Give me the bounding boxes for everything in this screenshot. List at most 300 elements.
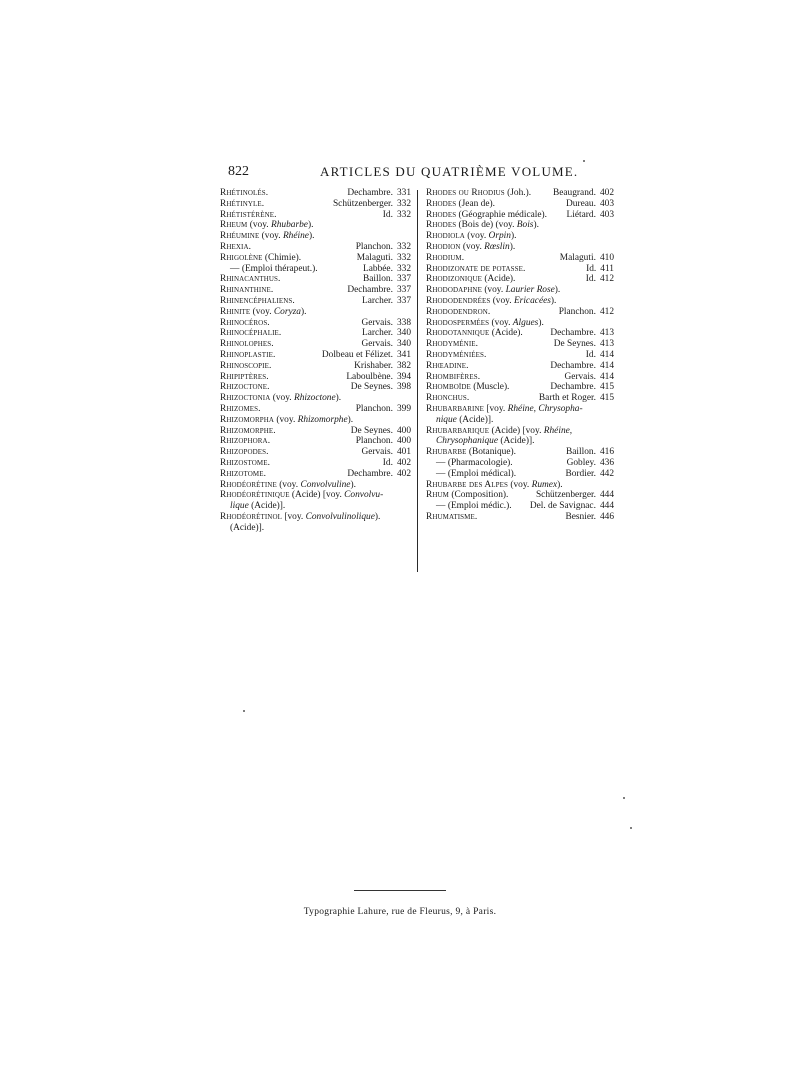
entry-qualifier: (voy. [508,479,532,490]
entry-qualifier: (Emploi médical). [445,468,517,479]
entry-page-number: 411 [600,263,614,274]
index-entry [426,220,614,231]
entry-page-number: 337 [396,285,411,296]
entry-heading [220,350,275,360]
entry-author: Id. [585,274,596,285]
entry-page-number: 401 [396,447,411,458]
entry-attribution [351,382,411,393]
entry-term: Rhizoctonia [220,393,271,404]
entry-attribution [354,361,411,372]
entry-heading [220,469,266,479]
entry-page-number: 400 [396,425,411,436]
page-header [228,164,579,182]
entry-author: Dechambre. [347,285,393,296]
index-entry [426,436,614,447]
entry-heading: Rheum (voy. Rhubarbe). [220,220,314,231]
entry-heading [426,264,525,274]
footer-rule [354,890,446,891]
entry-term: Rhodyméniées. [426,349,487,360]
entry-term: Rhinoplastie. [220,349,276,360]
cross-reference: Rhubarbe [270,220,308,231]
entry-term: Rhétinolés. [220,188,269,198]
index-entry [220,339,411,350]
entry-author: Malaguti. [559,252,596,263]
cross-reference: lique [230,501,249,512]
entry-term: Rhubarbe des Alpes [426,479,509,490]
entry-qualifier: (Composition). [449,490,509,501]
entry-author: Beaugrand. [552,188,596,198]
entry-heading: Rhizomorpha (voy. Rhizomorphe). [220,414,354,425]
entry-term: Rhubarbarique [426,425,490,436]
entry-heading [426,372,480,382]
entry-page-number: 337 [396,274,411,285]
entry-heading [426,490,508,500]
entry-author: Baillon. [362,274,393,285]
index-entry [220,372,411,383]
cross-reference: Rhizoctone [294,393,336,404]
entry-term: Rhodion [426,241,461,252]
entry-attribution [559,307,614,318]
entry-author: Schützenberger. [332,198,393,209]
entry-attribution [383,210,411,221]
entry-term: Rhodes [426,198,457,209]
entry-heading: Rhodéorétinol [voy. Convolvulinolique). [220,511,381,522]
entry-term: Rhizopodes. [220,447,269,458]
entry-attribution [539,393,614,404]
index-entry [426,480,614,491]
entry-qualifier: (voy. [481,285,506,296]
entry-attribution [362,328,411,339]
entry-heading: Rhéumine (voy. Rhéine). [220,231,315,242]
cross-reference: Laurier Rose [505,285,555,296]
cross-reference: Coryza [273,306,301,317]
entry-heading [426,307,490,317]
entry-attribution [361,339,411,350]
entry-heading [220,361,271,371]
entry-page-number: 436 [599,457,614,468]
cross-reference: nique [436,414,457,425]
printer-imprint: Typographie Lahure, rue de Fleurus, 9, à Paris. [303,907,497,917]
index-entry [220,318,411,329]
entry-term: Rhodéorétine [220,479,277,490]
entry-qualifier: (Acide)]. [248,501,286,512]
entry-heading [426,447,516,457]
entry-term: Rhubarbe [426,447,467,458]
entry-attribution [565,512,614,523]
entry-attribution [536,490,614,501]
entry-author: Id. [585,349,596,360]
entry-heading [426,274,515,284]
entry-qualifier: (Emploi médic.). [445,501,512,512]
entry-page-number: 413 [599,339,614,350]
entry-author: Dolbeau et Félizet. [321,349,393,360]
entry-term: Rhonchus. [426,393,470,404]
cross-reference: Algues [512,317,539,328]
entry-term: Rhétistérène. [220,209,277,220]
index-entry [220,458,411,469]
entry-author: Dechambre. [347,468,393,479]
entry-attribution [383,458,411,469]
index-entry [220,199,411,210]
entry-qualifier: (Bois de) (voy. [456,220,517,231]
entry-qualifier: (voy. [250,306,274,317]
entry-term: — [436,468,446,479]
index-entry [426,361,614,372]
entry-term: Rhizomes. [220,403,261,414]
index-entry [220,253,411,264]
entry-heading [220,242,251,252]
entry-page-number: 410 [599,252,614,263]
entry-page-number: 402 [396,468,411,479]
index-entry [220,512,411,523]
entry-heading [220,490,383,500]
entry-term: Rhodizonique [426,274,483,285]
entry-qualifier: (Acide)]. [456,414,494,425]
entry-heading [220,328,281,338]
entry-heading [426,199,495,209]
entry-heading [220,436,270,446]
cross-reference: Rhéine, [543,425,573,436]
entry-page-number: 444 [599,490,614,501]
entry-term: Rhododendrées [426,295,491,306]
cross-reference: Rhéine, Chrysopha- [507,403,583,414]
entry-author: Besnier. [565,511,596,522]
index-entry [220,328,411,339]
index-entry [220,480,411,491]
index-entry [220,469,411,480]
entry-term: Rhodizonate de potasse. [426,263,526,274]
entry-attribution [333,199,411,210]
entry-term: Rhinanthine. [220,285,274,296]
entry-author: Dechambre. [550,382,596,393]
index-entry [426,512,614,523]
entry-author: Schützenberger. [535,490,596,501]
index-entry [220,415,411,426]
index-entry [426,253,614,264]
entry-qualifier: (Pharmacologie). [445,457,513,468]
entry-heading [426,512,477,522]
entry-author: Malaguti. [356,252,393,263]
index-entry [220,490,411,501]
index-entry [220,447,411,458]
speck [243,710,245,712]
index-entry [220,264,411,275]
entry-author: Larcher. [361,328,393,339]
entry-qualifier: (Chimie). [262,252,302,263]
entry-author: Larcher. [361,295,393,306]
entry-term: Rhizomorphe. [220,425,276,436]
entry-term: Rhodes ou Rhodius [426,188,505,198]
entry-heading: Rhizoctonia (voy. Rhizoctone). [220,393,342,404]
entry-page-number: 332 [396,263,411,274]
entry-heading [426,253,464,263]
entry-page-number: 398 [396,382,411,393]
entry-heading [220,382,270,392]
index-entry [426,231,614,242]
entry-author: Id. [586,263,597,274]
entry-term: — [230,263,240,274]
entry-page-number: 340 [396,328,411,339]
entry-qualifier: (Joh.). [504,188,532,198]
entry-heading [220,447,269,457]
entry-term: Rhodotannique [426,328,490,339]
cross-reference: Ericacées [513,295,551,306]
entry-author: De Seynes. [350,382,393,393]
entry-term: Rhipiptères. [220,371,269,382]
entry-attribution [356,242,411,253]
entry-page-number: 332 [396,198,411,209]
entry-term: Rhizostome. [220,457,271,468]
entry-page-number: 332 [396,241,411,252]
index-entry [220,285,411,296]
entry-heading [426,393,469,403]
entry-heading [436,415,493,425]
index-entry [426,447,614,458]
entry-heading [220,372,269,382]
index-entry [426,339,614,350]
index-entry [220,350,411,361]
entry-term: Rhododendron. [426,306,491,317]
entry-author: Gervais. [361,317,393,328]
index-entry [220,361,411,372]
entry-attribution [550,328,614,339]
cross-reference: Chrysophanique [436,436,498,447]
speck [630,827,632,829]
entry-qualifier: [voy. [282,511,306,522]
index-entry [426,372,614,383]
entry-term: Rhombifères. [426,371,481,382]
entry-qualifier: (voy. [274,414,298,425]
entry-heading: Rhodéorétine (voy. Convolvuline). [220,479,356,490]
entry-heading [426,188,531,198]
entry-page-number: 332 [396,209,411,220]
entry-term: Rhodes [426,220,457,231]
entry-heading [220,274,280,284]
cross-reference: Orpin [488,231,511,242]
entry-term: Rhigolène [220,252,263,263]
index-entry [220,231,411,242]
cross-reference: Rhéine [282,231,309,242]
entry-heading: Rhodes (Bois de) (voy. Bois). [426,220,539,231]
entry-term: Rhinoscopie. [220,360,272,371]
cross-reference: Rumex [531,479,558,490]
entry-qualifier: (Acide) [voy. [289,490,345,501]
entry-page-number: 402 [599,188,614,198]
entry-heading: Rhubarbe des Alpes (voy. Rumex). [426,479,563,490]
entry-page-number: 331 [396,188,411,198]
entry-author: Dureau. [566,198,596,209]
entry-attribution [564,372,614,383]
entry-attribution [357,253,411,264]
entry-term: Rhœadine. [426,360,469,371]
entry-attribution [586,264,614,275]
entry-page-number: 403 [599,209,614,220]
entry-attribution [554,339,614,350]
entry-heading: Rhodion (voy. Rœslin). [426,241,516,252]
entry-qualifier: (voy. [460,241,485,252]
entry-qualifier: (voy. [270,393,294,404]
index-entry [220,501,411,512]
entry-term: Rhododaphne [426,285,482,296]
entry-author: Gervais. [361,447,393,458]
entry-attribution [347,469,411,480]
entry-heading [220,404,261,414]
index-entry [426,242,614,253]
entry-page-number: 446 [599,511,614,522]
entry-heading [426,458,513,468]
entry-term: Rhizoctone. [220,382,270,393]
entry-page-number: 403 [599,198,614,209]
entry-author: Baillon. [565,447,596,458]
entry-heading [426,350,486,360]
speck [623,797,625,799]
entry-author: Del. de Savignac. [529,501,596,512]
entry-term: Rhodéorétinique [220,490,290,501]
entry-heading [436,436,534,446]
entry-heading [220,285,273,295]
entry-term: Rhomboïde [426,382,471,393]
entry-heading [220,199,264,209]
entry-term: Rhodes [426,209,457,220]
index-entry [220,242,411,253]
entry-term: Rhodospermées [426,317,490,328]
entry-page-number: 338 [396,317,411,328]
entry-page-number: 412 [599,306,614,317]
index-entry [426,415,614,426]
entry-heading [426,469,516,479]
index-entry [426,393,614,404]
entry-author: Dechambre. [347,188,393,198]
entry-term: Rheum [220,220,248,231]
entry-heading [220,426,276,436]
entry-attribution [565,469,614,480]
entry-term: Rhizophora. [220,436,271,447]
index-entry [426,426,614,437]
index-entry [426,501,614,512]
entry-attribution [356,404,411,415]
entry-page-number: 340 [396,339,411,350]
index-entry [220,296,411,307]
entry-author: Labbée. [363,263,393,274]
index-entry [220,307,411,318]
entry-author: Krishaber. [354,360,393,371]
entry-qualifier: (Géographie médicale). [456,209,548,220]
entry-page-number: 415 [599,393,614,404]
cross-reference: Rœslin [484,241,510,252]
index-column-right [426,188,614,523]
entry-qualifier: (Acide)]. [497,436,535,447]
entry-attribution [347,285,411,296]
entry-author: Bordier. [565,468,596,479]
entry-page-number: 382 [396,360,411,371]
entry-heading [220,458,270,468]
entry-page-number: 444 [599,501,614,512]
entry-term: Rhinacanthus. [220,274,281,285]
entry-attribution [363,274,411,285]
index-entry [426,350,614,361]
entry-term: Rhexia. [220,241,252,252]
index-entry [220,188,411,199]
index-entry [220,436,411,447]
index-entry [220,382,411,393]
entry-qualifier: (Emploi thérapeut.). [239,263,318,274]
cross-reference: Convolvu- [344,490,384,501]
entry-attribution [361,447,411,458]
cross-reference: Rhizomorphe [297,414,348,425]
index-entry [426,210,614,221]
entry-author: Gobley. [566,457,596,468]
entry-qualifier: (voy. [259,231,283,242]
entry-qualifier: (Acide)]. [230,522,265,533]
entry-qualifier: (Acide). [482,274,516,285]
cross-reference: Convolvuline [300,479,351,490]
entry-attribution [586,274,614,285]
entry-page-number: 332 [396,252,411,263]
entry-page-number: 341 [396,349,411,360]
index-entry [426,285,614,296]
entry-heading: Rhodiola (voy. Orpin). [426,231,517,242]
entry-heading [426,339,478,349]
entry-page-number: 402 [396,457,411,468]
entry-term: Rhodéorétinol [220,511,282,522]
entry-term: Rhinocéros. [220,317,270,328]
entry-term: Rhodiola [426,231,465,242]
entry-qualifier: (voy. [276,479,301,490]
entry-qualifier: (voy. [489,317,513,328]
entry-heading: Rhododaphne (voy. Laurier Rose). [426,285,561,296]
index-entry [426,458,614,469]
entry-attribution [567,458,614,469]
entry-qualifier: (Acide) [voy. [489,425,544,436]
entry-heading [426,210,547,220]
entry-author: Dechambre. [550,328,596,339]
entry-term: Rhinocéphalie. [220,328,282,339]
cross-reference: Convolvulinolique [305,511,375,522]
entry-page-number: 337 [396,295,411,306]
entry-attribution [560,253,614,264]
entry-heading [426,361,469,371]
entry-qualifier: (Acide). [489,328,523,339]
entry-attribution [351,426,411,437]
index-entry [426,404,614,415]
entry-term: Rhéumine [220,231,260,242]
entry-heading [426,426,572,436]
entry-qualifier: (voy. [247,220,271,231]
entry-page-number: 394 [396,371,411,382]
index-entry [426,264,614,275]
index-entry [220,404,411,415]
index-entry [220,393,411,404]
entry-heading [220,264,318,274]
entry-term: Rhétinyle. [220,198,265,209]
entry-heading [220,188,268,198]
entry-heading [220,253,301,263]
index-entry [426,328,614,339]
index-entry [220,426,411,437]
entry-attribution [362,296,411,307]
cross-reference: Bois [516,220,534,231]
entry-term: Rhizomorpha [220,414,275,425]
entry-page-number: 442 [599,468,614,479]
entry-author: Planchon. [355,241,393,252]
entry-term: — [436,457,446,468]
entry-author: Planchon. [558,306,596,317]
entry-author: Gervais. [361,339,393,350]
index-entry [426,188,614,199]
entry-heading [220,339,274,349]
entry-heading [426,382,509,392]
entry-author: Gervais. [564,371,596,382]
